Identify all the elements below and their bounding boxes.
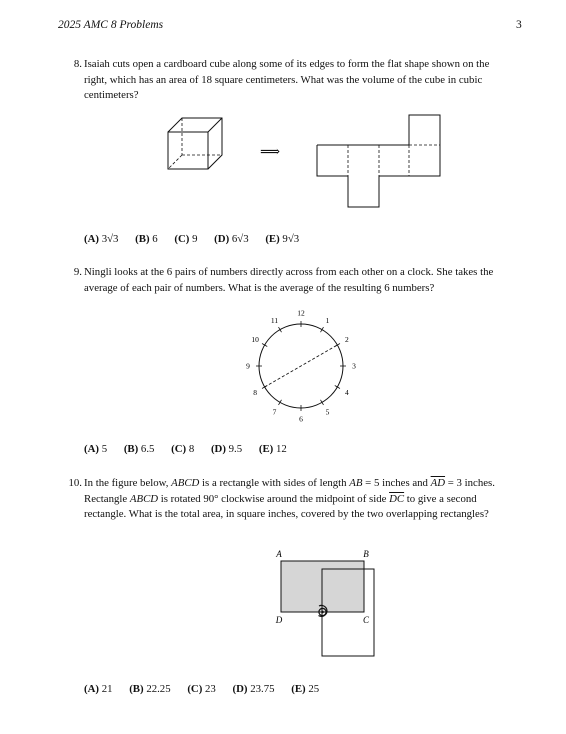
header-title: 2025 AMC 8 Problems <box>58 19 164 31</box>
arrow-symbol: ⟹ <box>260 145 281 160</box>
clock-tick <box>279 327 282 332</box>
choice-c[interactable]: (C) 23 <box>187 683 216 695</box>
clock-tick <box>335 386 340 389</box>
problem-text: Ningli looks at the 6 pairs of numbers directly across from each other on a clock. She takes the average of each pair of numbers. What is the average of the resulting 6 numbers? <box>84 266 494 294</box>
clock-number-label: 12 <box>297 308 305 318</box>
clock-number-label: 1 <box>325 315 330 325</box>
clock-number-label: 8 <box>253 388 257 398</box>
clock-number-label: 6 <box>299 414 303 424</box>
choice-a[interactable]: (A) 5 <box>84 443 108 455</box>
clock-number-label: 4 <box>345 388 349 398</box>
choice-a[interactable]: (A) 21 <box>84 683 113 695</box>
choice-b[interactable]: (B) 22.25 <box>129 683 171 695</box>
vertex-label-d: D <box>275 615 283 625</box>
page-number: 3 <box>516 19 522 31</box>
problem-number: 9. <box>73 266 82 278</box>
cube-net-figure <box>312 112 444 212</box>
choice-e[interactable]: (E) 25 <box>291 683 320 695</box>
clock-number-label: 5 <box>325 407 330 417</box>
clock-tick <box>321 327 324 332</box>
choice-d[interactable]: (D) 23.75 <box>232 683 275 695</box>
choices-problem-10 <box>84 683 333 695</box>
choice-d[interactable]: (D) 9.5 <box>210 443 243 455</box>
vertex-label-c: C <box>362 615 370 625</box>
problem-number: 10. <box>68 477 82 489</box>
clock-tick <box>321 400 324 405</box>
clock-number-label: 3 <box>352 361 356 371</box>
clock-number-label: 10 <box>251 335 259 345</box>
clock-tick <box>262 386 267 389</box>
choices-problem-9 <box>84 443 301 455</box>
problem-number: 8. <box>73 58 82 70</box>
clock-number-label: 7 <box>272 407 277 417</box>
clock-number-label: 2 <box>345 335 349 345</box>
clock-tick <box>279 400 282 405</box>
choice-e[interactable]: (E) 9√3 <box>265 233 300 245</box>
choice-b[interactable]: (B) 6.5 <box>123 443 155 455</box>
clock-tick <box>262 344 267 347</box>
clock-figure <box>240 305 360 425</box>
problem-text: Isaiah cuts open a cardboard cube along some of its edges to form the flat shape shown on the right, which has an area of 18 square centimeters. What was the volume of the cube in cubic centimeters? <box>84 58 490 101</box>
choice-a[interactable]: (A) 3√3 <box>84 233 119 245</box>
choices-problem-8 <box>84 233 313 245</box>
clock-number-label: 11 <box>270 315 279 325</box>
choice-c[interactable]: (C) 9 <box>174 233 198 245</box>
vertex-label-a: A <box>276 549 282 559</box>
vertex-label-b: B <box>363 549 369 559</box>
choice-b[interactable]: (B) 6 <box>135 233 158 245</box>
clock-tick <box>335 344 340 347</box>
rectangles-figure <box>270 545 390 663</box>
choice-e[interactable]: (E) 12 <box>258 443 287 455</box>
cube-figure <box>160 112 226 174</box>
problem-text: In the figure below, ABCD is a rectangle with sides of length AB = 5 inches and $\overline{AD} = 3$ inches. Rectangle ABCD is rotated 90° clockwise around the midpoint of side $\overline{DC}$ to give a second rectangle. What is the total area, in square inches, covered by the two overlapping rectangles? <box>84 477 495 520</box>
choice-d[interactable]: (D) 6√3 <box>214 233 249 245</box>
choice-c[interactable]: (C) 8 <box>171 443 195 455</box>
clock-number-label: 9 <box>246 361 250 371</box>
